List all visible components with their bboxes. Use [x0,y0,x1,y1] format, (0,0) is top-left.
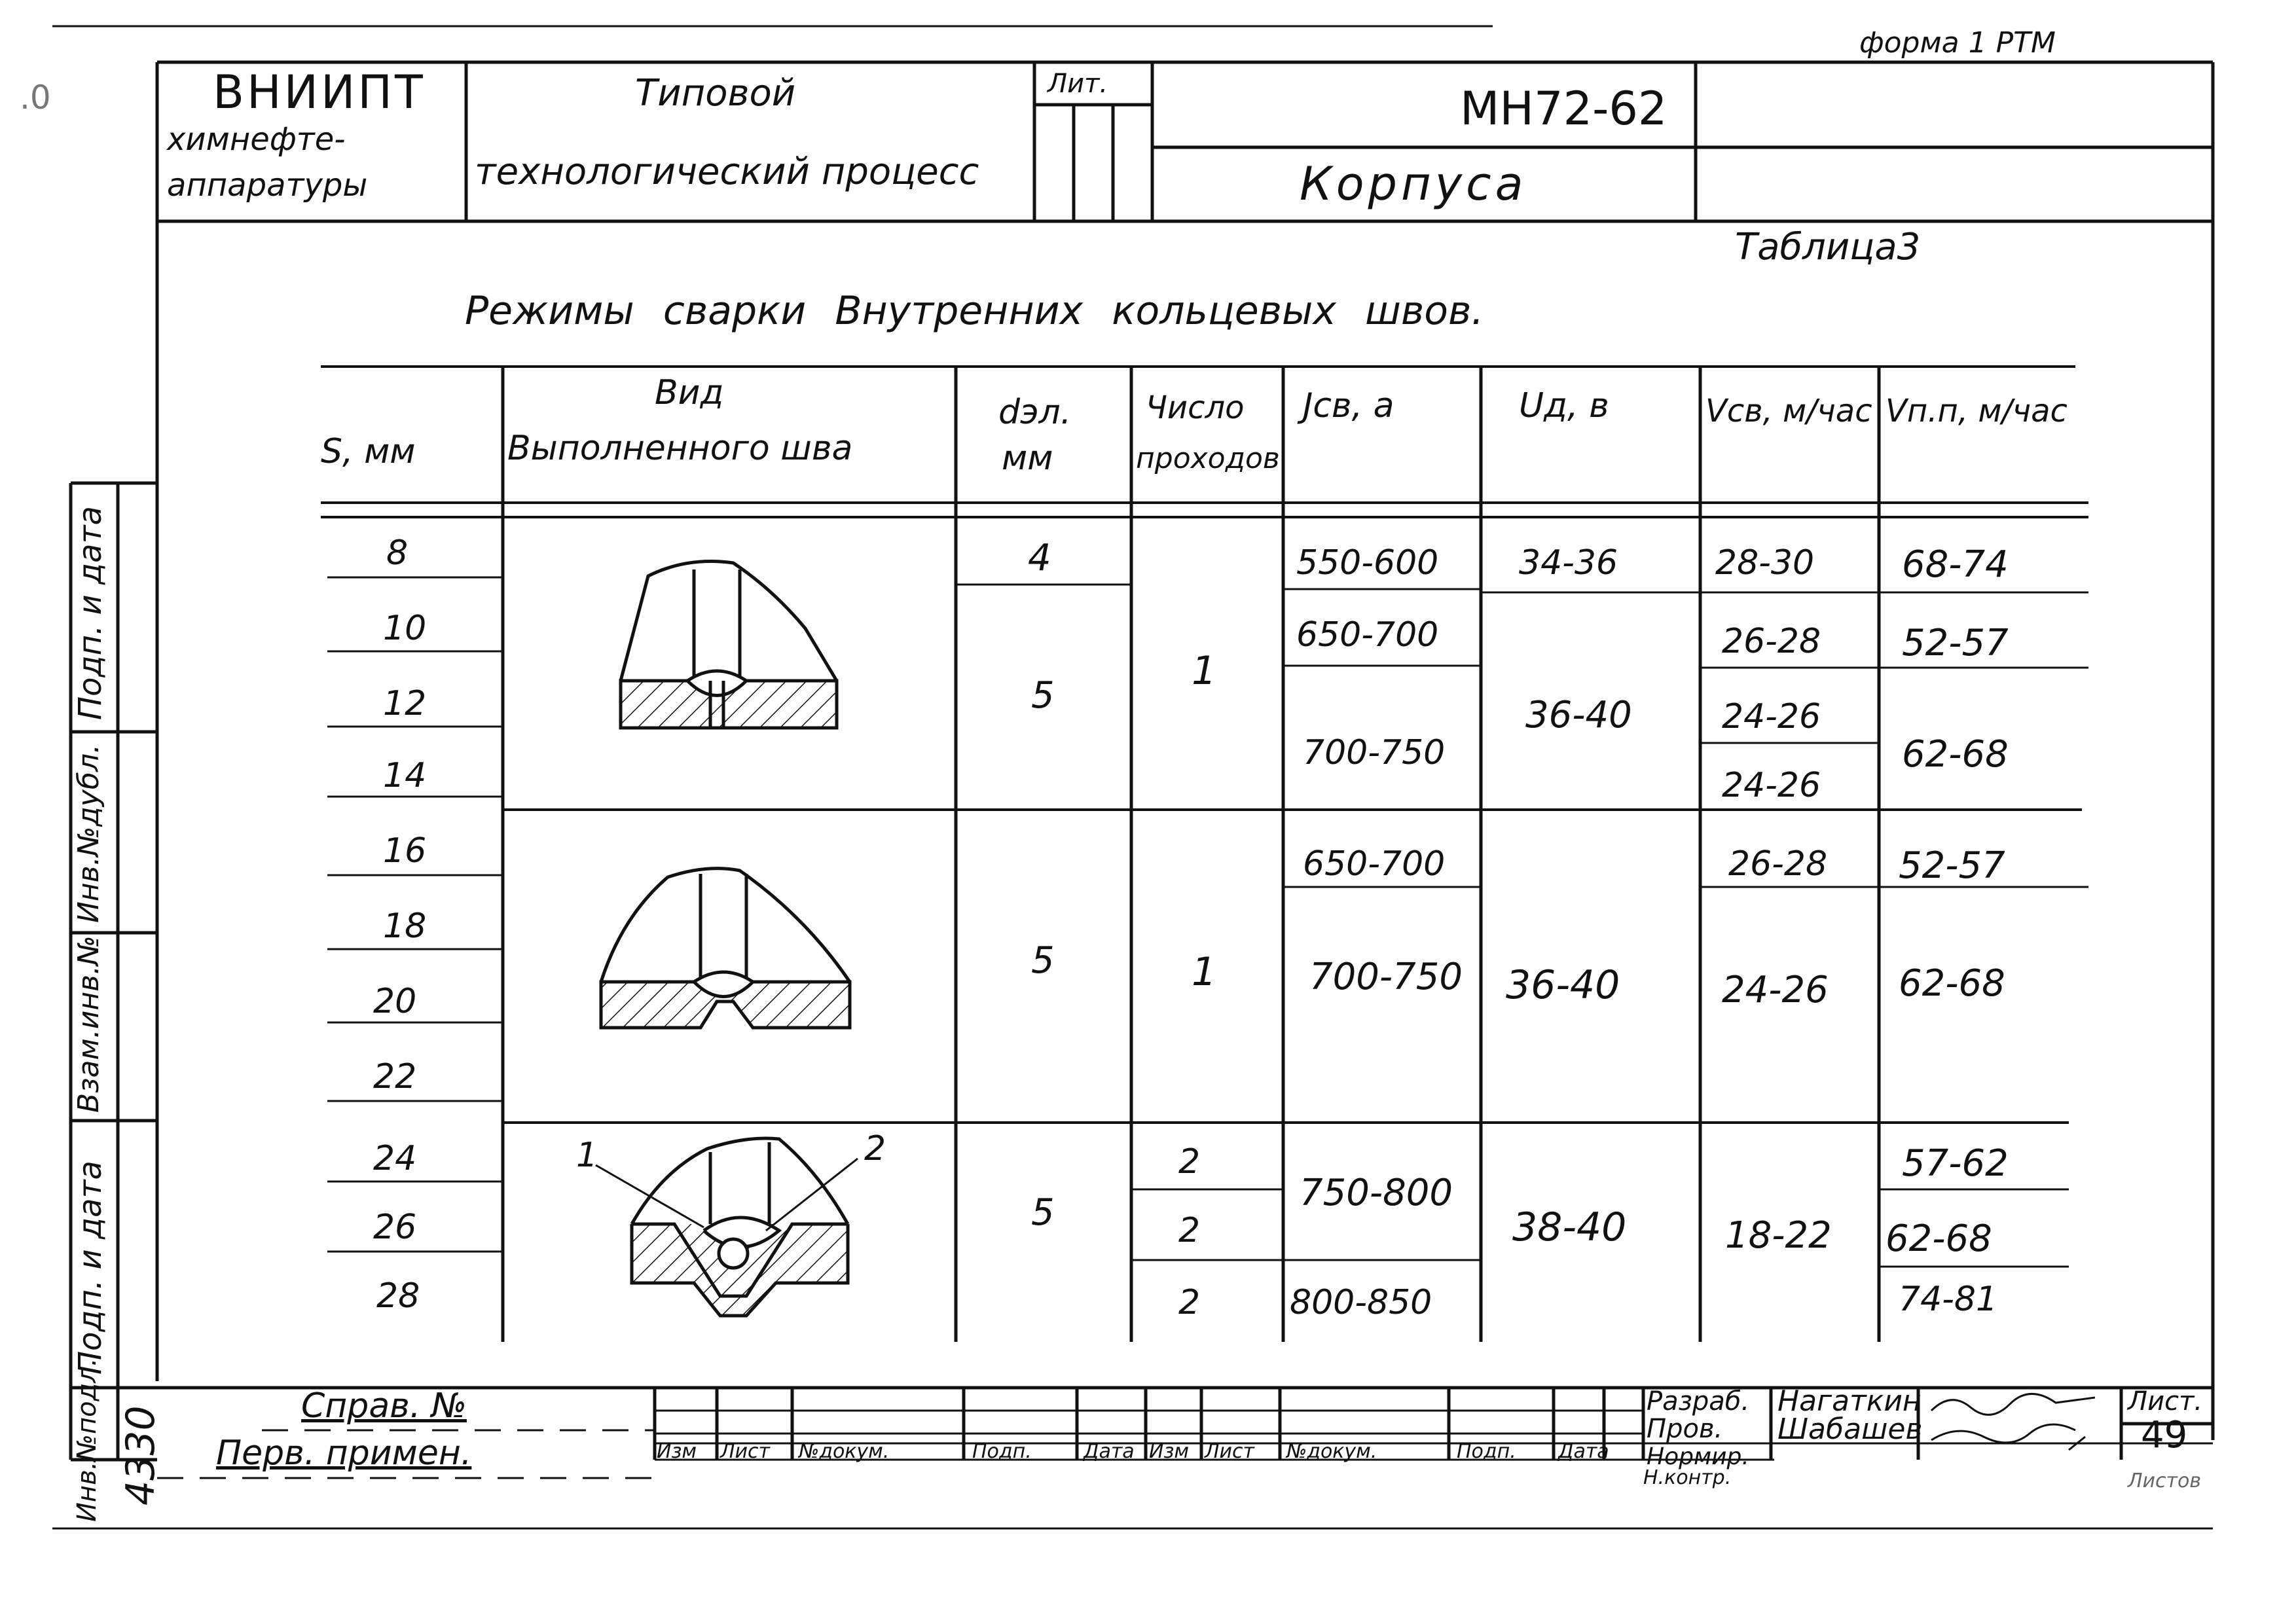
vsv-value: 26-28 [1722,622,1821,661]
passes-value: 1 [1192,648,1217,694]
process-line2: технологический процесс [475,151,979,193]
razrab-name: Нагаткин [1777,1384,1922,1418]
s-value: 10 [383,609,427,648]
side-vzam-inv: Взам.инв.№ [72,935,105,1113]
side-podp-data-1: Подп. и дата [72,506,109,720]
s-value: 18 [383,907,427,946]
perv-label: Перв. примен. [216,1434,472,1473]
bottom-header: Подп. [972,1440,1032,1463]
s-value: 14 [383,756,427,795]
voltage-value: 36-40 [1506,962,1620,1008]
weld-sketch-3 [596,1138,858,1316]
sheets-label: Листов [2128,1470,2202,1492]
header-d-2: мм [1002,439,1053,478]
org-line3: аппаратуры [167,167,368,204]
passes-value: 2 [1178,1211,1201,1250]
razrab-label: Разраб. [1647,1386,1750,1416]
sprav-label: Справ. № [301,1386,467,1426]
voltage-value: 34-36 [1519,543,1618,583]
voltage-value: 38-40 [1512,1204,1627,1250]
bottom-header: Дата [1558,1440,1609,1463]
weld-sketch-1 [621,562,837,729]
vsv-value: 24-26 [1722,697,1821,736]
vpp-value: 52-57 [1899,844,2005,887]
sheet-label: Лист. [2128,1386,2203,1416]
s-value: 12 [383,684,427,723]
header-s: S, мм [321,432,416,471]
current-value: 700-750 [1309,956,1463,998]
weld-sketch-2 [601,869,850,1028]
header-passes-2: проходов [1136,442,1280,475]
header-voltage: Uд, в [1519,386,1609,425]
header-view-1: Вид [655,373,724,412]
current-value: 750-800 [1300,1172,1453,1214]
side-podp-data-2: Подп. и дата [72,1161,109,1375]
table-title: Режимы сварки Внутренних кольцевых швов. [465,288,1484,334]
side-inv-number: 4330 [118,1405,164,1506]
passes-value: 2 [1178,1283,1201,1322]
vpp-value: 74-81 [1899,1280,1998,1319]
vpp-value: 52-57 [1902,622,2009,664]
d-value: 5 [1031,939,1055,982]
current-value: 650-700 [1296,615,1439,655]
page-mark: .0 [20,79,51,117]
current-value: 550-600 [1296,543,1439,583]
side-inv-dubl: Инв.№дубл. [72,744,105,923]
vpp-value: 57-62 [1902,1142,2009,1185]
bottom-header: Изм [1149,1440,1190,1463]
vsv-value: 26-28 [1728,844,1828,884]
bottom-header: №докум. [799,1440,890,1463]
voltage-value: 36-40 [1525,694,1632,736]
org-name: ВНИИПТ [213,65,426,119]
form-label: форма 1 РТМ [1859,26,2056,60]
bottom-header: Дата [1084,1440,1135,1463]
vsv-value: 24-26 [1722,766,1821,805]
header-vsv: Vсв, м/час [1705,393,1872,429]
header-d-1: dэл. [998,393,1072,432]
bottom-header: Подп. [1457,1440,1516,1463]
header-passes-1: Число [1146,389,1245,426]
d-value: 5 [1031,1191,1055,1234]
signature-scribbles [1925,1384,2121,1456]
org-line2: химнефте- [167,121,346,158]
prov-name: Шабашев [1777,1413,1923,1446]
s-value: 26 [373,1208,417,1247]
bottom-header: Изм [657,1440,697,1463]
sheet-number: 49 [2141,1414,2188,1456]
s-value: 22 [373,1057,417,1096]
header-view-2: Выполненного шва [507,429,853,468]
vpp-value: 62-68 [1899,962,2005,1005]
current-value: 650-700 [1303,844,1446,884]
passes-value: 2 [1178,1142,1201,1182]
current-value: 800-850 [1290,1283,1432,1322]
vpp-value: 62-68 [1902,733,2009,776]
header-vpp: Vп.п, м/час [1886,393,2068,429]
vpp-value: 68-74 [1902,543,2009,586]
table-label: Таблица3 [1735,226,1921,268]
document-subject: Корпуса [1300,157,1527,211]
side-inv-podl: Инв.№подл. [72,1358,102,1522]
normir-label: Нормир. [1647,1443,1749,1470]
process-line1: Типовой [635,72,796,115]
s-value: 20 [373,982,417,1021]
document-code: МН72-62 [1460,82,1667,135]
s-value: 28 [376,1276,420,1316]
s-value: 24 [373,1139,417,1178]
current-value: 700-750 [1303,733,1446,772]
bottom-header: №докум. [1286,1440,1377,1463]
nkontr-label: Н.контр. [1643,1466,1732,1489]
d-value: 4 [1028,537,1051,579]
bottom-header: Лист [1205,1440,1255,1463]
header-current: Jсв, а [1303,386,1394,425]
bottom-header: Лист [720,1440,771,1463]
passes-value: 1 [1192,949,1217,995]
callout-1: 1 [576,1136,598,1175]
s-value: 16 [383,831,427,871]
prov-label: Пров. [1647,1414,1723,1444]
vsv-value: 28-30 [1715,543,1815,583]
callout-2: 2 [864,1129,886,1168]
vpp-value: 62-68 [1886,1218,1992,1260]
vsv-value: 24-26 [1722,969,1829,1011]
d-value: 5 [1031,674,1055,717]
lit-label: Лит. [1048,69,1108,99]
s-value: 8 [386,533,409,573]
vsv-value: 18-22 [1725,1214,1832,1257]
